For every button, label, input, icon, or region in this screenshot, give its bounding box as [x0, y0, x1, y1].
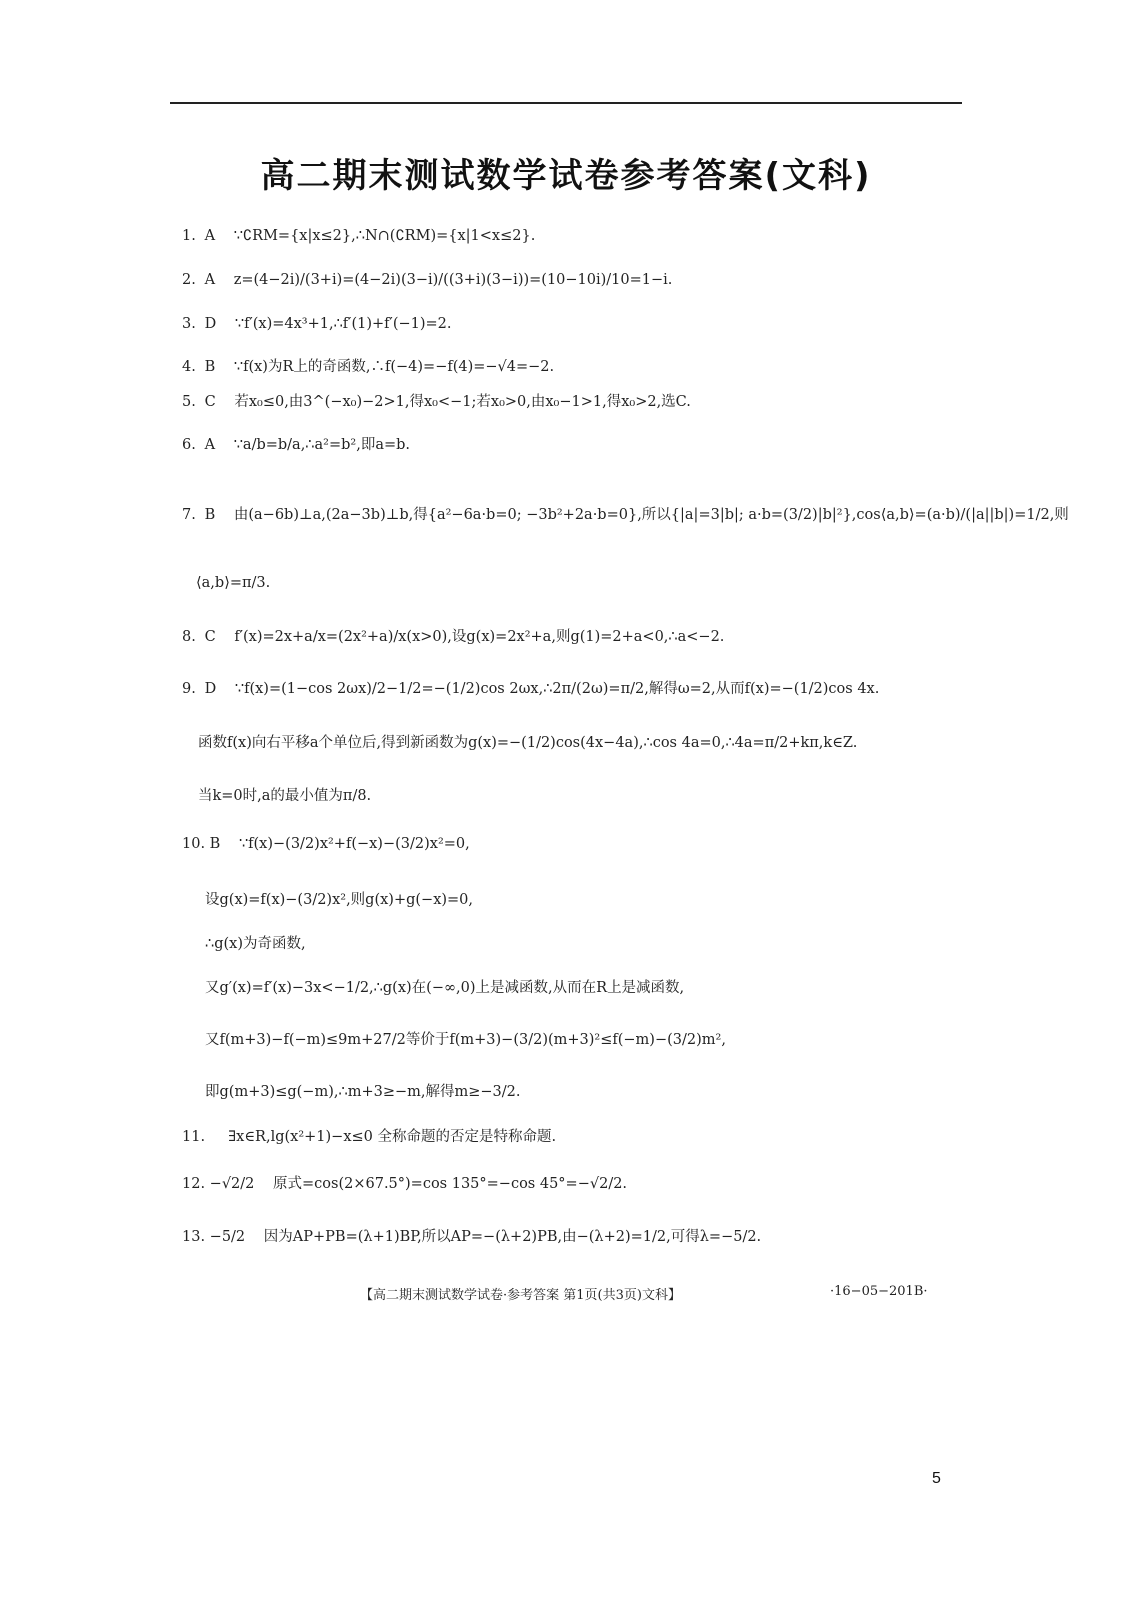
answer-choice: D: [204, 681, 217, 697]
answer-line-9: [182, 677, 879, 698]
answer-continuation: [205, 888, 473, 909]
answer-continuation: [205, 1080, 520, 1101]
answer-line-3: [182, 316, 452, 332]
answer-number: 11.: [182, 1129, 206, 1145]
answer-explanation: 由(a−6b)⊥a,(2a−3b)⊥b,得{a²−6a·b=0; −3b²+2a·b=0},所以{|a|=3|b|; a·b=(3/2)|b|²},cos⟨a,b⟩=(a·b)/(|a||b|)=1/2,则: [233, 507, 1069, 523]
answer-explanation: ⟨a,b⟩=π/3.: [196, 575, 271, 591]
answer-explanation: z=(4−2i)/(3+i)=(4−2i)(3−i)/((3+i)(3−i))=(10−10i)/10=1−i.: [233, 272, 673, 288]
answer-number: 3.: [182, 316, 196, 332]
answer-number: 6.: [182, 437, 196, 453]
answer-choice: B: [204, 359, 216, 375]
answer-number: 5.: [182, 394, 196, 410]
answer-explanation: 设g(x)=f(x)−(3/2)x²,则g(x)+g(−x)=0,: [205, 892, 474, 908]
page-footer-code: ·16−05−201B·: [830, 1284, 928, 1299]
answer-choice: −√2/2: [209, 1176, 255, 1192]
answer-choice: A: [204, 437, 216, 453]
answer-line-4: [182, 355, 554, 376]
page-number: 5: [932, 1470, 941, 1487]
answer-explanation: 又f(m+3)−f(−m)≤9m+27/2等价于f(m+3)−(3/2)(m+3)²≤f(−m)−(3/2)m²,: [205, 1032, 726, 1048]
answer-line-8: [182, 625, 724, 646]
answer-explanation: 函数f(x)向右平移a个单位后,得到新函数为g(x)=−(1/2)cos(4x−4a),∴cos 4a=0,∴4a=π/2+kπ,k∈Z.: [198, 735, 858, 751]
answer-line-1: [182, 228, 535, 244]
answer-explanation: 原式=cos(2×67.5°)=cos 135°=−cos 45°=−√2/2.: [273, 1176, 628, 1192]
answer-choice: A: [204, 272, 216, 288]
page-title: 高二期末测试数学试卷参考答案(文科): [260, 156, 872, 196]
answer-explanation: 若x₀≤0,由3^(−x₀)−2>1,得x₀<−1;若x₀>0,由x₀−1>1,得x₀>2,选C.: [234, 394, 691, 410]
answer-explanation: ∵f′(x)=4x³+1,∴f′(1)+f′(−1)=2.: [234, 316, 452, 332]
answer-explanation: ∵∁RM={x|x≤2},∴N∩(∁RM)={x|1<x≤2}.: [233, 228, 536, 244]
answer-explanation: 因为AP+PB=(λ+1)BP,所以AP=−(λ+2)PB,由−(λ+2)=1/2,可得λ=−5/2.: [263, 1229, 762, 1245]
answer-continuation: [196, 575, 270, 591]
answer-choice: −5/2: [209, 1229, 246, 1245]
answer-explanation: ∵f(x)=(1−cos 2ωx)/2−1/2=−(1/2)cos 2ωx,∴2π/(2ω)=π/2,解得ω=2,从而f(x)=−(1/2)cos 4x.: [234, 681, 880, 697]
answer-number: 9.: [182, 681, 196, 697]
answer-explanation: 又g′(x)=f′(x)−3x<−1/2,∴g(x)在(−∞,0)上是减函数,从而在R上是减函数,: [205, 980, 685, 996]
answer-explanation: ∴g(x)为奇函数,: [205, 936, 306, 952]
answer-line-12: [182, 1172, 627, 1193]
answer-choice: A: [204, 228, 216, 244]
answer-line-11: [182, 1125, 556, 1146]
answer-explanation: f′(x)=2x+a/x=(2x²+a)/x(x>0),设g(x)=2x²+a,则g(1)=2+a<0,∴a<−2.: [234, 629, 725, 645]
answer-number: 4.: [182, 359, 196, 375]
top-rule: [170, 102, 962, 104]
answer-explanation: ∵a/b=b/a,∴a²=b²,即a=b.: [233, 437, 411, 453]
answer-number: 7.: [182, 507, 196, 523]
answer-choice: B: [204, 507, 216, 523]
answer-continuation: [205, 932, 306, 953]
answer-number: 2.: [182, 272, 196, 288]
answer-number: 10.: [182, 836, 206, 852]
answer-line-13: [182, 1225, 761, 1246]
answer-choice: C: [204, 394, 216, 410]
answer-continuation: [205, 976, 684, 997]
answer-line-5: [182, 390, 691, 411]
answer-number: 12.: [182, 1176, 206, 1192]
answer-continuation: [198, 784, 371, 805]
answer-explanation: 即g(m+3)≤g(−m),∴m+3≥−m,解得m≥−3/2.: [205, 1084, 521, 1100]
page-footer-title: 【高二期末测试数学试卷·参考答案 第1页(共3页)文科】: [360, 1288, 681, 1303]
answer-explanation: ∵f(x)−(3/2)x²+f(−x)−(3/2)x²=0,: [238, 836, 470, 852]
answer-explanation: ∃x∈R,lg(x²+1)−x≤0 全称命题的否定是特称命题.: [228, 1129, 557, 1145]
answer-line-6: [182, 433, 410, 454]
answer-number: 1.: [182, 228, 196, 244]
answer-line-2: [182, 272, 672, 288]
answer-explanation: ∵f(x)为R上的奇函数,∴f(−4)=−f(4)=−√4=−2.: [233, 359, 555, 375]
answer-continuation: [198, 731, 857, 752]
answer-choice: C: [204, 629, 216, 645]
answer-number: 8.: [182, 629, 196, 645]
answer-continuation: [205, 1028, 726, 1049]
answer-explanation: 当k=0时,a的最小值为π/8.: [198, 788, 372, 804]
answer-choice: B: [209, 836, 221, 852]
answer-number: 13.: [182, 1229, 206, 1245]
answer-choice: D: [204, 316, 217, 332]
answer-line-7: [182, 503, 1069, 524]
answer-line-10: [182, 836, 470, 852]
